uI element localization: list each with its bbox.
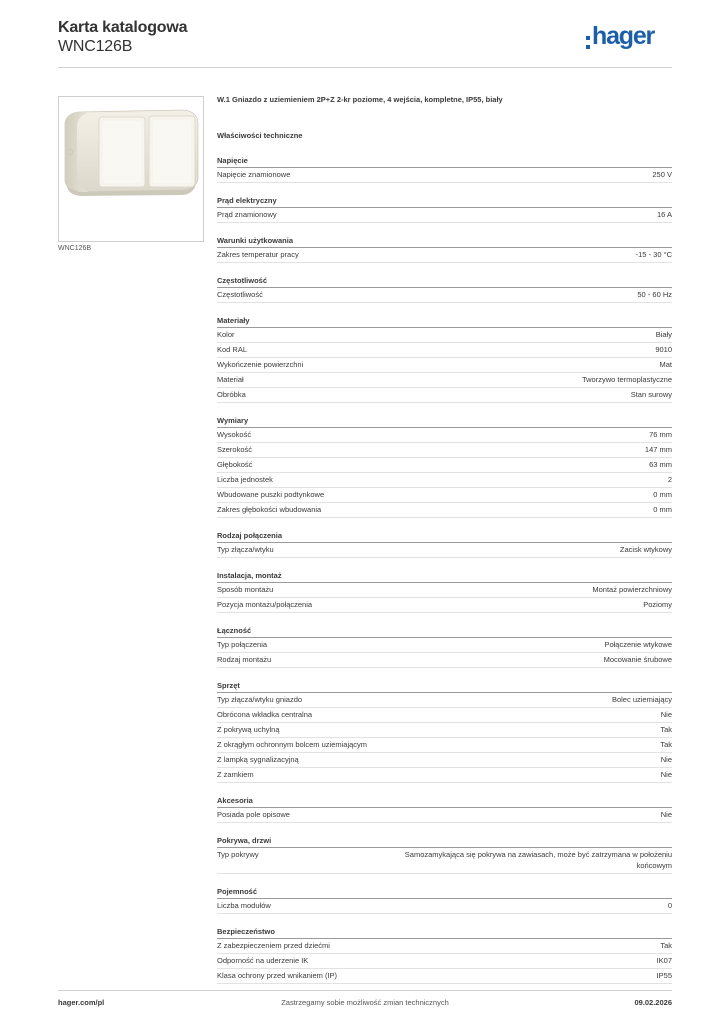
footer-divider — [58, 990, 672, 991]
spec-value: 0 mm — [653, 505, 672, 514]
spec-label: Liczba modułów — [217, 901, 271, 910]
spec-label: Sposób montażu — [217, 585, 274, 594]
spec-label: Wysokość — [217, 430, 252, 439]
spec-label: Wykończenie powierzchni — [217, 360, 304, 369]
spec-row — [217, 598, 672, 613]
product-name: W.1 Gniazdo z uziemieniem 2P+Z 2-kr poziome, 4 wejścia, kompletne, IP55, biały — [217, 95, 503, 104]
product-image — [58, 96, 204, 242]
spec-label: Prąd znamionowy — [217, 210, 277, 219]
spec-row — [217, 848, 672, 874]
spec-section — [217, 529, 672, 558]
spec-section — [217, 314, 672, 403]
spec-value: Połączenie wtykowe — [604, 640, 672, 649]
spec-label: Klasa ochrony przed wnikaniem (IP) — [217, 971, 338, 980]
spec-value: Nie — [660, 810, 672, 819]
spec-row — [217, 168, 672, 183]
spec-section — [217, 569, 672, 613]
spec-value: Poziomy — [643, 600, 672, 609]
spec-row — [217, 653, 672, 668]
spec-label: Typ połączenia — [217, 640, 268, 649]
spec-section — [217, 794, 672, 823]
spec-label: Typ złącza/wtyku gniazdo — [217, 695, 303, 704]
spec-label: Szerokość — [217, 445, 253, 454]
spec-section — [217, 624, 672, 668]
logo-wordmark: hager — [592, 22, 655, 50]
spec-label: Kod RAL — [217, 345, 248, 354]
spec-value: 76 mm — [649, 430, 672, 439]
spec-row — [217, 373, 672, 388]
spec-row — [217, 638, 672, 653]
spec-label: Posiada pole opisowe — [217, 810, 290, 819]
section-title: Pokrywa, drzwi — [217, 834, 672, 848]
spec-row — [217, 208, 672, 223]
spec-value: Biały — [655, 330, 672, 339]
spec-label: Odporność na uderzenie IK — [217, 956, 309, 965]
hager-logo — [584, 24, 672, 54]
spec-section — [217, 679, 672, 783]
footer-note: Zastrzegamy sobie możliwość zmian technicznych — [281, 998, 449, 1007]
spec-value: 16 A — [656, 210, 672, 219]
spec-value: 250 V — [652, 170, 672, 179]
spec-label: Pozycja montażu/połączenia — [217, 600, 313, 609]
page-header — [58, 18, 672, 68]
spec-label: Obrócona wkładka centralna — [217, 710, 313, 719]
spec-label: Z pokrywą uchylną — [217, 725, 280, 734]
spec-section — [217, 834, 672, 874]
spec-value: Bolec uziemiający — [611, 695, 672, 704]
section-title: Materiały — [217, 314, 672, 328]
spec-label: Wbudowane puszki podtynkowe — [217, 490, 325, 499]
spec-row — [217, 738, 672, 753]
spec-value: Tak — [660, 740, 672, 749]
section-title: Sprzęt — [217, 679, 672, 693]
spec-label: Kolor — [217, 330, 235, 339]
spec-label: Zakres temperatur pracy — [217, 250, 299, 259]
section-title: Łączność — [217, 624, 672, 638]
spec-value: IK07 — [656, 956, 672, 965]
spec-value: 9010 — [655, 345, 672, 354]
spec-row — [217, 428, 672, 443]
spec-row — [217, 583, 672, 598]
spec-value: Mocowanie śrubowe — [603, 655, 672, 664]
spec-value: 0 mm — [653, 490, 672, 499]
section-title: Wymiary — [217, 414, 672, 428]
spec-section — [217, 274, 672, 303]
spec-row — [217, 969, 672, 984]
section-title: Prąd elektryczny — [217, 194, 672, 208]
spec-row — [217, 768, 672, 783]
spec-value: 2 — [667, 475, 672, 484]
spec-row — [217, 458, 672, 473]
spec-row — [217, 708, 672, 723]
spec-row — [217, 288, 672, 303]
spec-label: Z zabezpieczeniem przed dziećmi — [217, 941, 330, 950]
spec-value: Mat — [659, 360, 672, 369]
spec-section — [217, 925, 672, 984]
spec-section — [217, 885, 672, 914]
spec-section — [217, 414, 672, 518]
section-title: Pojemność — [217, 885, 672, 899]
spec-value: 50 - 60 Hz — [637, 290, 672, 299]
spec-label: Typ pokrywy — [217, 850, 259, 859]
document-date: 09.02.2026 — [634, 998, 672, 1007]
spec-value: Samozamykająca się pokrywa na zawiasach, może być zatrzymana w położeniu końcowym — [404, 850, 672, 870]
section-title: Rodzaj połączenia — [217, 529, 672, 543]
section-title: Bezpieczeństwo — [217, 925, 672, 939]
spec-value: Tak — [660, 725, 672, 734]
spec-row — [217, 954, 672, 969]
spec-sections — [217, 154, 672, 984]
spec-row — [217, 343, 672, 358]
section-title: Częstotliwość — [217, 274, 672, 288]
spec-value: 0 — [667, 901, 672, 910]
spec-label: Materiał — [217, 375, 244, 384]
logo-dots-icon — [586, 36, 590, 54]
spec-value: Nie — [660, 770, 672, 779]
spec-row — [217, 473, 672, 488]
spec-row — [217, 543, 672, 558]
document-title: Karta katalogowa — [58, 19, 188, 36]
section-title: Instalacja, montaż — [217, 569, 672, 583]
spec-value: -15 - 30 °C — [635, 250, 672, 259]
spec-label: Liczba jednostek — [217, 475, 273, 484]
spec-label: Częstotliwość — [217, 290, 263, 299]
header-divider — [58, 67, 672, 68]
spec-row — [217, 388, 672, 403]
spec-row — [217, 723, 672, 738]
spec-row — [217, 488, 672, 503]
spec-label: Z lampką sygnalizacyjną — [217, 755, 299, 764]
spec-row — [217, 939, 672, 954]
spec-value: IP55 — [656, 971, 672, 980]
spec-value: Zacisk wtykowy — [619, 545, 672, 554]
spec-label: Obróbka — [217, 390, 246, 399]
spec-label: Napięcie znamionowe — [217, 170, 291, 179]
spec-value: Nie — [660, 710, 672, 719]
socket-illustration-icon — [59, 97, 203, 241]
section-title: Warunki użytkowania — [217, 234, 672, 248]
spec-value: Nie — [660, 755, 672, 764]
spec-row — [217, 808, 672, 823]
spec-label: Z zamkiem — [217, 770, 254, 779]
spec-value: Tak — [660, 941, 672, 950]
spec-value: Montaż powierzchniowy — [592, 585, 672, 594]
spec-value: Stan surowy — [630, 390, 672, 399]
spec-label: Z okrągłym ochronnym bolcem uziemiającym — [217, 740, 368, 749]
spec-label: Zakres głębokości wbudowania — [217, 505, 322, 514]
spec-row — [217, 248, 672, 263]
spec-row — [217, 503, 672, 518]
spec-value: 147 mm — [644, 445, 672, 454]
image-caption: WNC126B — [58, 245, 92, 252]
spec-row — [217, 693, 672, 708]
product-code: WNC126B — [58, 38, 133, 55]
spec-label: Rodzaj montażu — [217, 655, 272, 664]
spec-row — [217, 753, 672, 768]
section-title: Akcesoria — [217, 794, 672, 808]
spec-row — [217, 899, 672, 914]
spec-row — [217, 358, 672, 373]
spec-section — [217, 234, 672, 263]
website-link[interactable]: hager.com/pl — [58, 998, 105, 1007]
technical-properties-heading: Właściwości techniczne — [217, 131, 303, 140]
spec-section — [217, 194, 672, 223]
spec-row — [217, 443, 672, 458]
page-footer — [58, 997, 672, 1009]
spec-label: Głębokość — [217, 460, 253, 469]
section-title: Napięcie — [217, 154, 672, 168]
spec-label: Typ złącza/wtyku — [217, 545, 274, 554]
spec-section — [217, 154, 672, 183]
spec-value: 63 mm — [649, 460, 672, 469]
spec-value: Tworzywo termoplastyczne — [581, 375, 672, 384]
spec-content — [217, 94, 672, 984]
spec-row — [217, 328, 672, 343]
